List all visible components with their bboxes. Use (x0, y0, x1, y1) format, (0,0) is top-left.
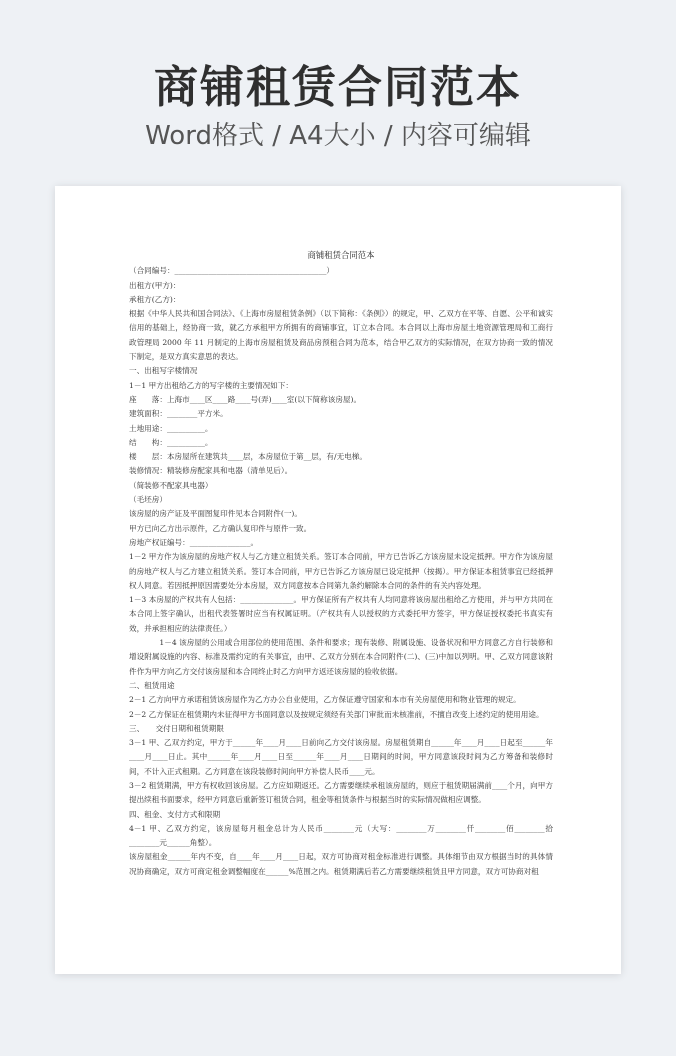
document-paragraph: 2－1 乙方向甲方承诺租赁该房屋作为乙方办公自业使用，乙方保证遵守国家和本市有关房屋使用和物业管理的规定。 (129, 695, 521, 705)
document-page (55, 186, 621, 974)
document-paragraph: 楼 层：本房屋所在建筑共____层，本房屋位于第__层，有/无电梯。 (129, 452, 367, 462)
page-subtitle: Word格式 / A4大小 / 内容可编辑 (145, 121, 531, 151)
document-paragraph: 该房屋的房产证及平面图复印件见本合同附件(一)。 (129, 509, 302, 519)
document-paragraphs (129, 264, 553, 879)
document-paragraph: 1－4 该房屋的公用或合用部位的使用范围、条件和要求；现有装修、附属设施、设备状况和甲方同意乙方自行装修和增设附属设施的内容、标准及需约定的有关事宜，由甲、乙双方分别在本合同附件(二)、(三)中加以列明。甲、乙双方同意该附件作为甲方向乙方交付该房屋和本合同终止时乙方向甲方返还该房屋的验收依据。 (129, 638, 554, 676)
document-paragraph: 1－2 甲方作为该房屋的房地产权人与乙方建立租赁关系。签订本合同前，甲方已告诉乙方该房屋未设定抵押。甲方作为该房屋的房地产权人与乙方建立租赁关系。签订本合同前，甲方已告诉乙方该房屋已设定抵押（按揭）。甲方保证本租赁事宜已经抵押权人同意。若因抵押原因需要处分本房屋，双方同意按本合同第九条约解除本合同的条件的有关内容处理。 (129, 552, 553, 590)
document-paragraph: 建筑面积：________平方米。 (129, 409, 228, 419)
document-body (129, 248, 553, 879)
document-paragraph: （简装修不配家具电器） (129, 480, 213, 490)
document-paragraph: 承租方(乙方)： (129, 294, 181, 304)
document-paragraph: 四、租金、支付方式和限期 (129, 809, 221, 819)
document-paragraph: 4－1 甲、乙双方约定，该房屋每月租金总计为人民币________元（大写：________万________仟________佰________拾________元______角整）。 (129, 823, 553, 848)
document-paragraph: 甲方已向乙方出示原件，乙方确认复印件与原件一致。 (129, 523, 312, 533)
document-paragraph: 3－2 租赁期满，甲方有权收回该房屋。乙方应如期返还。乙方需要继续承租该房屋的，则应于租赁期届满前____个月，向甲方提出续租书面要求，经甲方同意后重新签订租赁合同，租金等租赁条件与根据当时的实际情况做相应调整。 (129, 780, 553, 805)
document-paragraph: 房地产权证编号：________________。 (129, 537, 259, 547)
page-title: 商铺租赁合同范本 (154, 62, 522, 113)
document-paragraph: 三、 交付日期和租赁期限 (129, 723, 224, 733)
document-paragraph: 3－1 甲、乙双方约定，甲方于______年____月____日前向乙方交付该房屋。房屋租赁期自______年____月____日起至______年____月____日止。其中______年____月____日至______年____月____日期间的时间，甲方同意该段时间为乙方筹备和装修时间，不计入正式租期。乙方同意在该段装修时间向甲方补偿人民币____元。 (129, 738, 553, 776)
document-paragraph: 装修情况：精装修房配家具和电器（清单见后）。 (129, 466, 293, 476)
document-paragraph: 座 落：上海市____区____路____号(弄)____室(以下简称该房屋)。 (129, 394, 362, 404)
document-paragraph: 根据《中华人民共和国合同法》、《上海市房屋租赁条例》（以下简称：《条例》）的规定，甲、乙双方在平等、自愿、公平和诚实信用的基础上，经协商一致，就乙方承租甲方所拥有的商铺事宜，订立本合同。本合同以上海市房屋土地资源管理局和工商行政管理局 2000 年 11 月制定的上海市房屋租赁及商品房预租合同为范本，结合甲乙双方的实际情况，在双方协商一致的情况下制定，是双方真实意思的表达。 (129, 309, 553, 362)
document-paragraph: （合同编号：________________________________________） (129, 266, 335, 276)
document-paragraph: 二、租赁用途 (129, 680, 175, 690)
document-paragraph: 2－2 乙方保证在租赁期内未征得甲方书面同意以及按规定须经有关部门审批而未核准前，不擅自改变上述约定的使用用途。 (129, 709, 544, 719)
document-paragraph: 1－3 本房屋的产权共有人包括：______________。甲方保证所有产权共有人均同意将该房屋出租给乙方使用，并与甲方共同在本合同上签字确认，出租代表签署时应当有权属证明。（产权共有人以授权的方式委托甲方签字，甲方保证授权委托书真实有效，并承担相应的法律责任。） (129, 595, 553, 633)
document-paragraph: 该房屋租金______年内不变，自____年____月____日起，双方可协商对租金标准进行调整。具体细节由双方根据当时的具体情况协商确定，双方可商定租金调整幅度在______%范围之内。租赁期满后若乙方需要继续租赁且甲方同意，双方可协商对租 (129, 852, 553, 876)
document-paragraph: 土地用途：__________。 (129, 423, 213, 433)
document-paragraph: 1－1 甲方出租给乙方的写字楼的主要情况如下： (129, 380, 293, 390)
document-paragraph: 出租方(甲方)： (129, 280, 181, 290)
document-paragraph: （毛坯房） (129, 495, 167, 505)
document-paragraph: 结 构：__________。 (129, 437, 213, 447)
document-title: 商铺租赁合同范本 (307, 250, 375, 260)
document-paragraph: 一、出租写字楼情况 (129, 366, 198, 376)
